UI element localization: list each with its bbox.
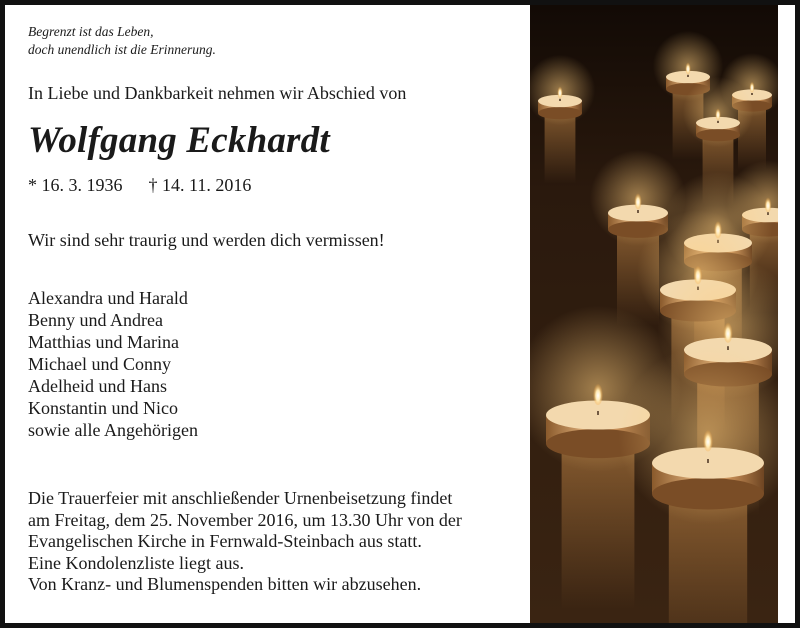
mourner-entry: Adelheid und Hans [28,376,167,396]
candle-flame [750,81,755,93]
text-column [28,5,533,623]
mourner-entry: sowie alle Angehörigen [28,420,198,440]
mourner-entry: Matthias und Marina [28,332,179,352]
mourner-entry: Benny und Andrea [28,310,163,330]
mourner-entry: Alexandra und Harald [28,288,188,308]
candle-flame [685,61,691,74]
candle-flame [593,381,603,405]
motto-line: Begrenzt ist das Leben, [28,24,154,39]
funeral-line: Von Kranz- und Blumenspenden bitten wir abzusehen. [28,574,422,594]
candle-base [538,107,582,119]
mourner-entry: Michael und Conny [28,354,171,374]
funeral-line: Eine Kondolenzliste liegt aus. [28,552,244,573]
candle-base [696,129,740,141]
candles-photo [530,5,778,623]
funeral-details [28,488,462,596]
funeral-line: am Freitag, dem 25. November 2016, um 13.30 Uhr von der [28,509,462,530]
birth-date: * 16. 3. 1936 [28,175,123,195]
candle-flame [723,320,733,343]
funeral-line: Die Trauerfeier mit anschließender Urnenbeisetzung findet [28,488,453,508]
life-dates [28,175,251,196]
motto-line: doch unendlich ist die Erinnerung. [28,42,216,57]
candle-flame [703,427,713,451]
mourners-list [28,287,198,441]
candle-flame [634,191,642,209]
candle-flame [557,85,563,98]
funeral-line: Evangelischen Kirche in Fernwald-Steinbach aus statt. [28,531,422,551]
sentiment-text: Wir sind sehr traurig und werden dich vermissen! [28,230,385,250]
candles-image [530,5,778,623]
mourner-entry: Konstantin und Nico [28,398,178,418]
candle-flame [715,107,721,120]
intro-text: In Liebe und Dankbarkeit nehmen wir Abschied von [28,83,407,103]
death-date: † 14. 11. 2016 [148,175,252,195]
deceased-name: Wolfgang Eckhardt [28,120,330,161]
motto [28,23,216,59]
candle-base [652,478,764,509]
